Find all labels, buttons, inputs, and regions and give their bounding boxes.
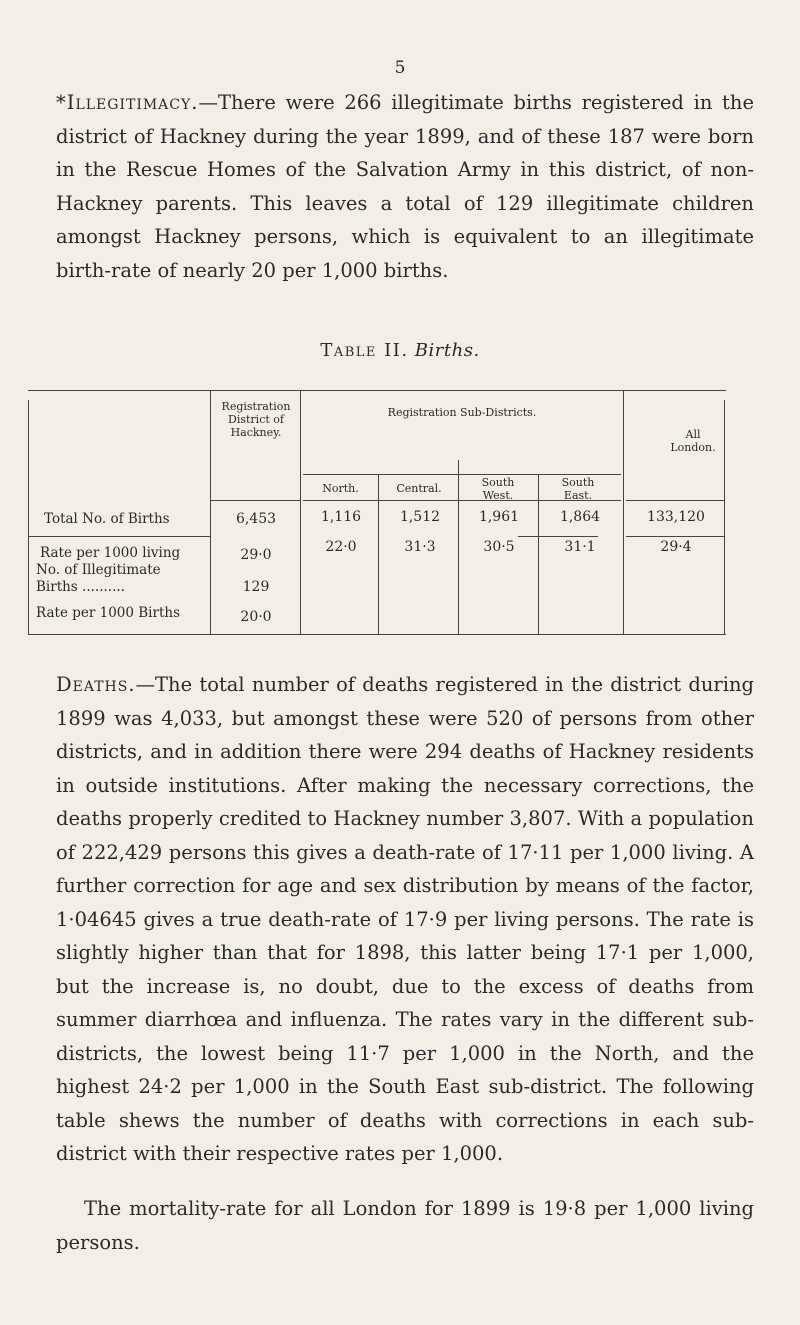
header-district: Registration District of Hackney. xyxy=(221,400,291,439)
total-births-north: 1,116 xyxy=(320,509,362,525)
row-label-illegitimate-births: No. of Illegitimate Births .......... xyxy=(36,562,161,595)
page-number: 5 xyxy=(394,58,406,78)
rate-living-central: 31·3 xyxy=(404,539,436,555)
header-south-east: South East. xyxy=(561,476,595,502)
illegitimate-births-district: 129 xyxy=(242,579,270,595)
rate-living-london: 29·4 xyxy=(660,539,692,555)
deaths-heading: Deaths. xyxy=(56,673,136,696)
total-births-south-west: 1,961 xyxy=(478,509,520,525)
births-table xyxy=(28,390,726,635)
deaths-text: —The total number of deaths registered in the district during 1899 was 4,033, but amongst these were 520 of persons from other districts, and in addition there were 294 deaths of Hackney residents in outside institutions. After making the necessary corrections, the deaths properly credited to Hackney number 3,807. With a population of 222,429 persons this gives a death-rate of 17·11 per 1,000 living. A further correction for age and sex distribution by means of the factor, 1·04645 gives a true death-rate of 17·9 per living persons. The rate is slightly higher than that for 1898, this latter being 17·1 per 1,000, but the increase is, no doubt, due to the excess of deaths from summer diarrhœa and influenza. The rates vary in the different sub-districts, the lowest being 11·7 per 1,000 in the North, and the highest 24·2 per 1,000 in the South East sub-district. The following table shews the number of deaths with corrections in each sub-district with their respective rates per 1,000. xyxy=(56,673,754,1165)
header-north: North. xyxy=(322,482,359,495)
total-births-district: 6,453 xyxy=(235,511,277,527)
illegitimacy-paragraph xyxy=(56,86,754,287)
table-title xyxy=(0,340,800,361)
rate-births-district: 20·0 xyxy=(240,609,272,625)
total-births-central: 1,512 xyxy=(399,509,441,525)
rate-living-district: 29·0 xyxy=(240,547,272,563)
header-central: Central. xyxy=(396,482,442,495)
row-label-rate-living: Rate per 1000 living xyxy=(40,545,181,561)
rate-living-south-west: 30·5 xyxy=(483,539,515,555)
rate-living-north: 22·0 xyxy=(325,539,357,555)
row-label-rate-births: Rate per 1000 Births xyxy=(36,605,180,621)
header-south-west: South West. xyxy=(481,476,515,502)
total-births-london: 133,120 xyxy=(647,509,705,525)
deaths-paragraph xyxy=(56,668,754,1171)
table-title-prefix: Table II. xyxy=(320,340,409,361)
row-label-total-births: Total No. of Births xyxy=(44,511,170,527)
header-all-london: All London. xyxy=(670,428,716,454)
illegitimacy-heading: *Illegitimacy. xyxy=(56,91,199,114)
illegitimacy-text: —There were 266 illegitimate births registered in the district of Hackney during the year 1899, and of these 187 were born in the Rescue Homes of the Salvation Army in this district, of non-Hackney parents. This leaves a total of 129 illegitimate children amongst Hackney persons, which is equivalent to an illegitimate birth-rate of nearly 20 per 1,000 births. xyxy=(56,91,754,282)
total-births-south-east: 1,864 xyxy=(559,509,601,525)
mortality-paragraph: The mortality-rate for all London for 1899 is 19·8 per 1,000 living persons. xyxy=(56,1197,754,1254)
header-subdistricts: Registration Sub-Districts. xyxy=(387,406,537,419)
table-title-name: Births. xyxy=(414,340,480,361)
rate-living-south-east: 31·1 xyxy=(564,539,596,555)
